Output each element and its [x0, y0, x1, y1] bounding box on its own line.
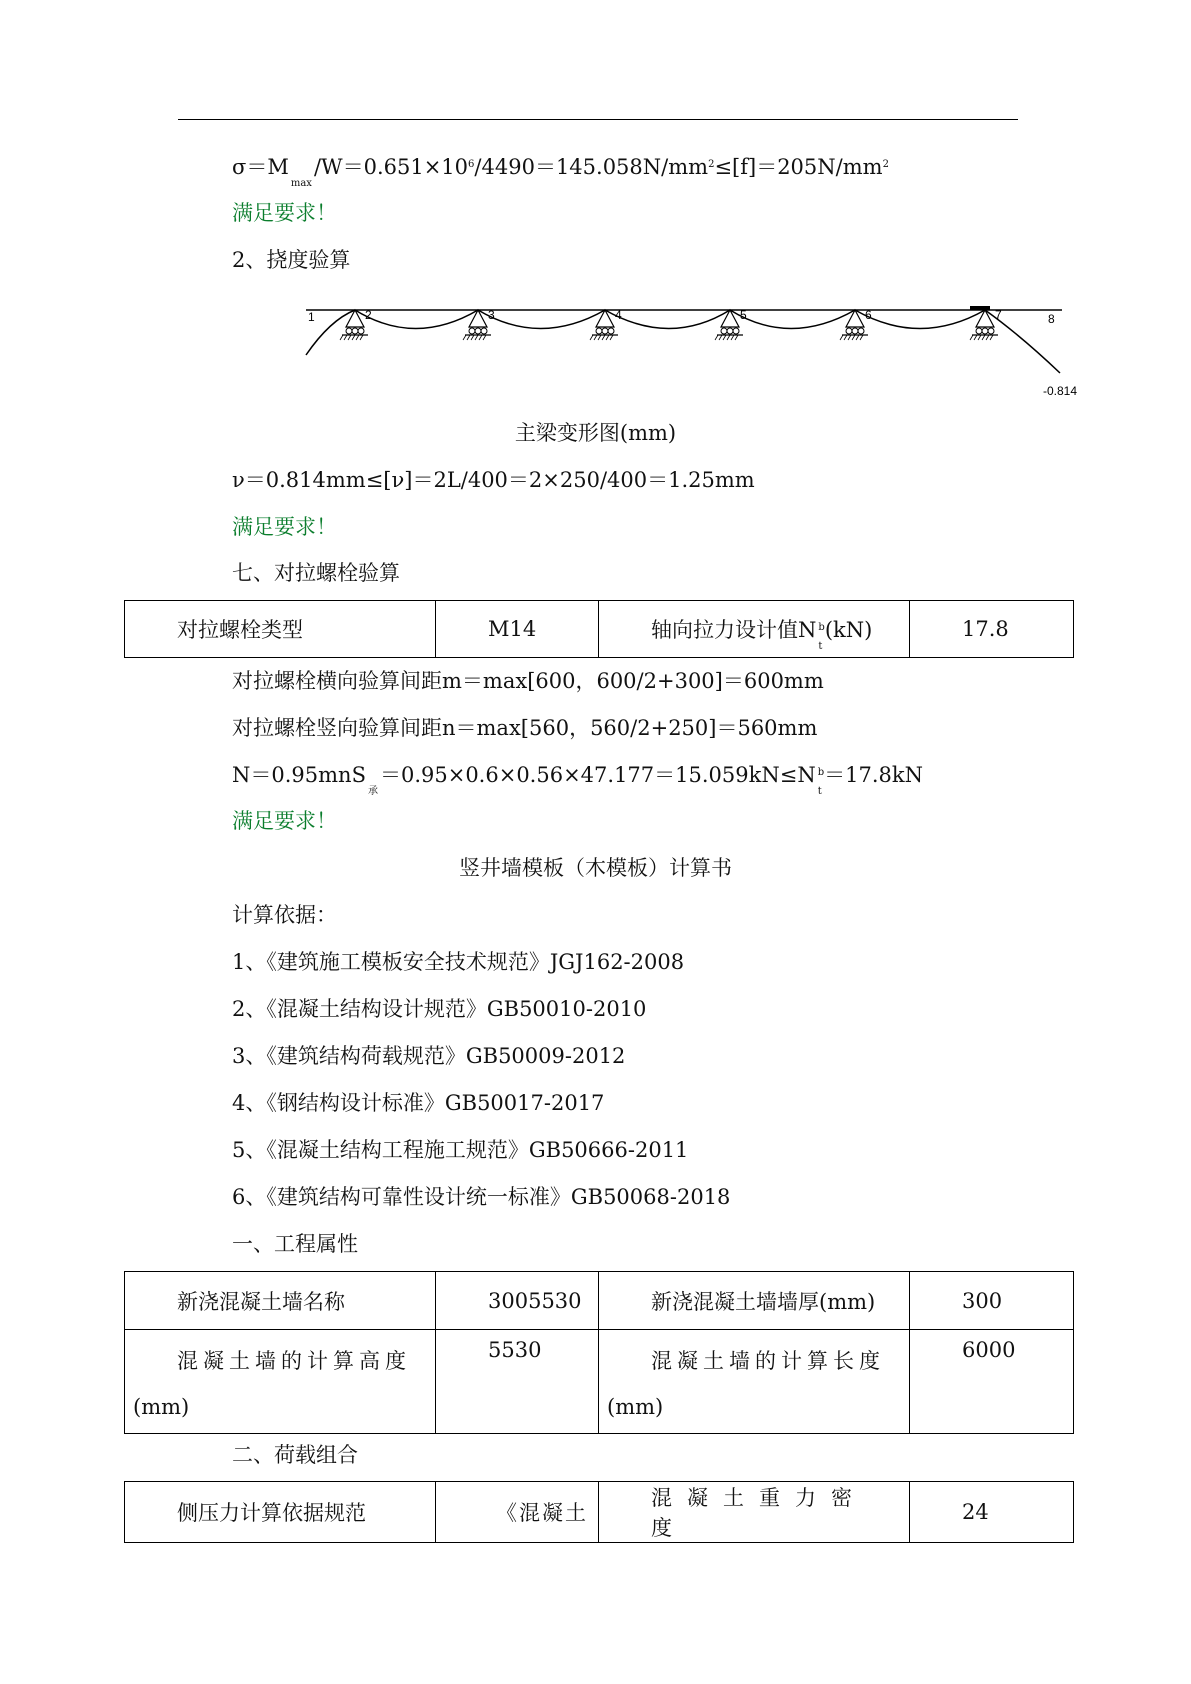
stress-mid: /W＝0.651×10 [313, 155, 469, 179]
load-basis-label: 侧压力计算依据规范 [125, 1482, 436, 1543]
deflection-heading: 2、挠度验算 [232, 248, 351, 272]
bolt-type-value: M14 [436, 601, 599, 658]
stress-rest: /4490＝145.058N/mm [474, 155, 709, 179]
hinge-support-icon [340, 308, 372, 340]
N-prefix: N＝0.95mnS [232, 763, 366, 787]
hinge-support-icon [840, 308, 872, 340]
load-heading: 二、荷载组合 [232, 1443, 358, 1467]
basis-item: 5、《混凝土结构工程施工规范》GB50666-2011 [232, 1138, 689, 1162]
stress-exp: 6 [468, 159, 475, 170]
bolt-table [124, 600, 1074, 658]
diagram-caption: 主梁变形图(mm) [514, 421, 677, 445]
wall-thickness-value: 300 [910, 1272, 1074, 1330]
node-label: 2 [365, 308, 372, 322]
node-label: 4 [615, 308, 622, 322]
stress-sub: max [290, 178, 312, 189]
bolt-force-label: 轴向拉力设计值N [651, 618, 817, 642]
stress-exp2: 2 [708, 159, 715, 170]
node-label: 5 [740, 308, 747, 322]
bolt-force-unit: (kN) [824, 618, 873, 642]
wall-name-label: 新浇混凝土墙名称 [125, 1272, 436, 1330]
concrete-density-value: 24 [910, 1482, 1074, 1543]
beam-deformation-diagram [300, 295, 1100, 405]
deflection-formula: ν＝0.814mm≤[ν]＝2L/400＝2×250/400＝1.25mm [232, 468, 755, 492]
stress-ok: 满足要求！ [232, 201, 337, 225]
N-rest: ＝17.8kN [824, 763, 923, 787]
bolt-n-line: 对拉螺栓竖向验算间距n＝max[560，560/2+250]＝560mm [232, 716, 818, 740]
deflection-curve [355, 310, 985, 329]
N-sub2: t [817, 786, 822, 797]
basis-item: 4、《钢结构设计标准》GB50017-2017 [232, 1091, 605, 1115]
wall-height-label: 混凝土墙的计算高度 [177, 1349, 411, 1373]
concrete-density-label: 混凝土重力密度 [599, 1482, 910, 1543]
basis-item: 3、《建筑结构荷载规范》GB50009-2012 [232, 1044, 626, 1068]
bolt-force-label-cell [599, 601, 910, 658]
end-deflection-value: -0.814 [1043, 384, 1078, 398]
basis-item: 1、《建筑施工模板安全技术规范》JGJ162-2008 [232, 950, 685, 974]
load-table [124, 1481, 1074, 1543]
hinge-support-icon [715, 308, 747, 340]
bolt-N-formula [232, 760, 923, 795]
load-row [125, 1482, 1074, 1543]
hinge-support-icon [590, 308, 622, 340]
bolt-type-label: 对拉螺栓类型 [125, 601, 436, 658]
N-mid: ＝0.95×0.6×0.56×47.177＝15.059kN≤N [379, 763, 816, 787]
basis-item: 2、《混凝土结构设计规范》GB50010-2010 [232, 997, 647, 1021]
node-label-8: 8 [1048, 312, 1055, 326]
bolt-table-row [125, 601, 1074, 658]
load-basis-value: 《混凝土 [436, 1482, 599, 1543]
hinge-support-icon [463, 308, 495, 340]
header-rule [178, 119, 1018, 120]
bolt-force-sup: b [818, 622, 825, 633]
stress-prefix: σ＝M [232, 155, 289, 179]
stress-limit: ≤[f]＝205N/mm [714, 155, 883, 179]
basis-heading: 计算依据： [232, 903, 337, 927]
properties-row [125, 1330, 1074, 1434]
wall-length-label: 混凝土墙的计算长度 [651, 1349, 885, 1373]
wall-name-value: 3005530 [436, 1272, 599, 1330]
wall-height-value: 5530 [436, 1330, 599, 1434]
wall-thickness-label: 新浇混凝土墙墙厚(mm) [599, 1272, 910, 1330]
wall-height-label-cell [125, 1330, 436, 1434]
bolt-ok: 满足要求！ [232, 809, 337, 833]
N-sub: 承 [367, 786, 378, 797]
stress-exp3: 2 [882, 159, 889, 170]
basis-item: 6、《建筑结构可靠性设计统一标准》GB50068-2018 [232, 1185, 731, 1209]
wall-length-label-cell [599, 1330, 910, 1434]
wall-length-unit: (mm) [607, 1395, 664, 1419]
wall-height-unit: (mm) [133, 1395, 190, 1419]
N-sup2: b [817, 767, 825, 778]
doc-title: 竖井墙模板（木模板）计算书 [459, 856, 732, 880]
node-label-1: 1 [308, 310, 315, 324]
node-label: 7 [995, 308, 1002, 322]
properties-heading: 一、工程属性 [232, 1232, 358, 1256]
bolt-heading: 七、对拉螺栓验算 [232, 561, 400, 585]
properties-row [125, 1272, 1074, 1330]
bolt-force-sub: t [818, 641, 823, 652]
properties-table [124, 1271, 1074, 1434]
bolt-m-line: 对拉螺栓横向验算间距m＝max[600，600/2+300]＝600mm [232, 669, 824, 693]
hinge-support-icon [970, 308, 1002, 340]
stress-formula [232, 152, 889, 187]
node-label: 3 [488, 308, 495, 322]
node-label: 6 [865, 308, 872, 322]
wall-length-value: 6000 [910, 1330, 1074, 1434]
bolt-force-value: 17.8 [910, 601, 1074, 658]
supports-group [340, 308, 1002, 340]
deflection-ok: 满足要求！ [232, 515, 337, 539]
